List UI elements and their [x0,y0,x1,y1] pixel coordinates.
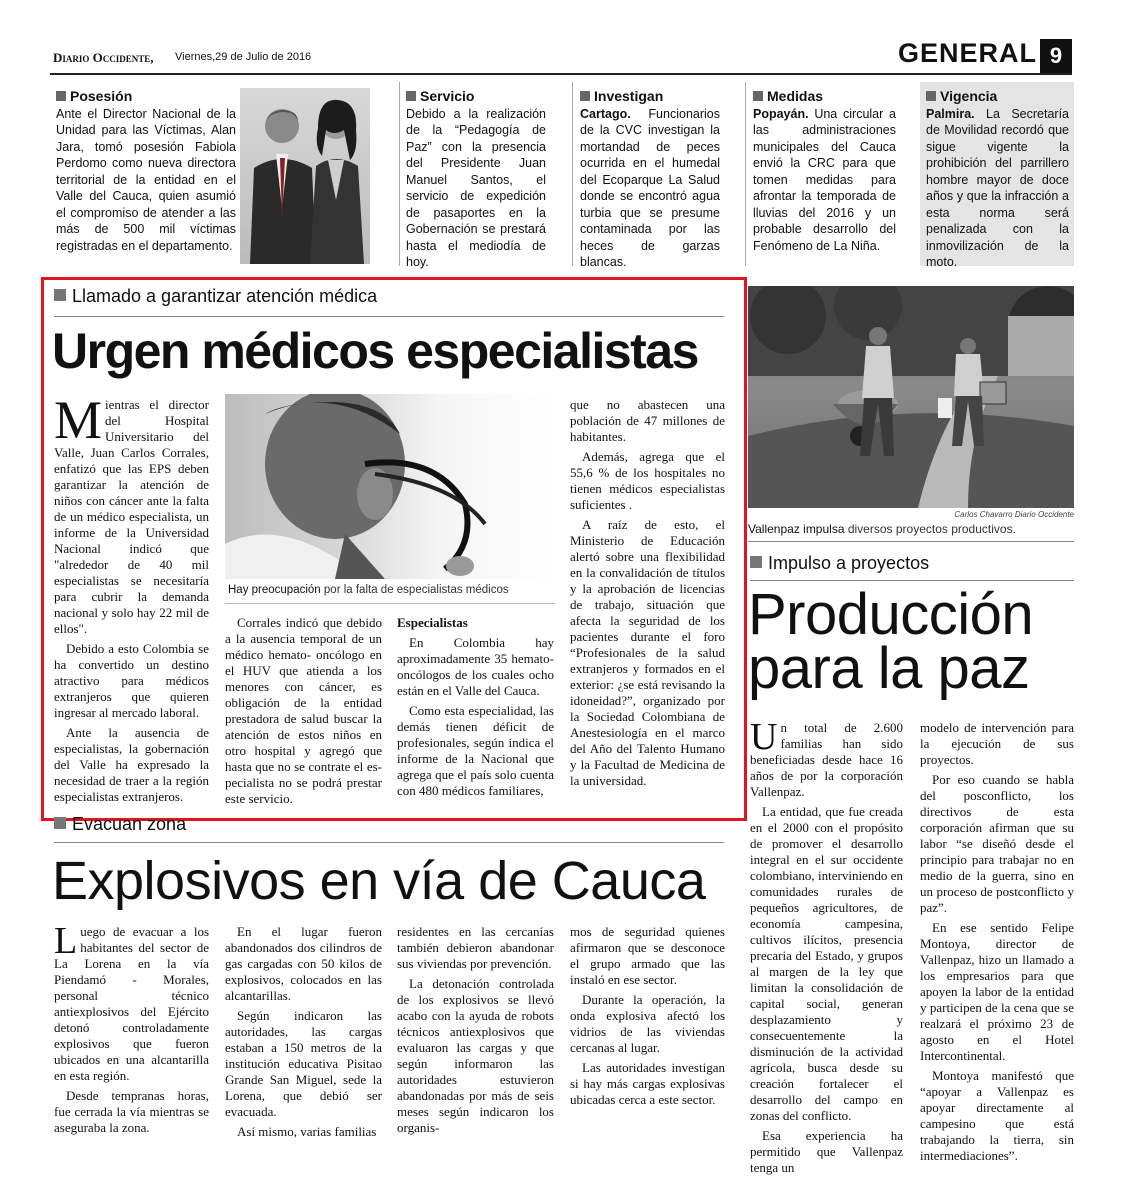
article3-kicker [54,814,186,835]
article2-col1-p2: La entidad, que fue creada en el 2000 con el propósito de promover el desarrollo integral en el sur occidente colombiano, interviniendo en comunidades rurales de pequeños agricultores, de economía campesina, cultivos ilícitos, presencia precaria del Estado, y grupos al margen de la ley que limitan la consolidación de capital social, generan desplazamiento y consecuentemente la disminución de la actividad agrícola, busca desde su creación fortalecer el desarrollo del campo en zonas del conflicto. [750,804,903,1123]
article3-col3 [397,924,554,1140]
article1-dropcap: M [54,390,103,450]
brief-title: Posesión [56,88,236,105]
caption-bold: Vallenpaz impulsa [748,522,845,536]
article3-col2 [225,924,382,1144]
article2-kicker [750,553,929,574]
article2-kicker-rule [750,580,1074,581]
article3-kicker-text: Evacuan zona [72,814,187,834]
article3-col4-p2: Las autoridades investigan si hay más cargas explosivas ubicadas cerca a este sector. [570,1060,725,1107]
caption-bold: Hay preocupación [228,584,321,596]
article3-col2-p2: Según indicaron las autoridades, las cargas estaban a 150 metros de la institución educativa Pisitao Grande San Miguel, sede la Lorena, que debió ser evacuada. [225,1008,382,1119]
article3-headline: Explosivos en vía de Cauca [52,851,706,911]
masthead-paper-name: Diario Occidente, [53,50,154,65]
officials-photo-art [240,88,370,264]
brief-divider-2 [572,82,573,266]
photo2-credit: Carlos Chavarro Diario Occidente [954,510,1074,519]
article3-kicker-rule [54,842,724,843]
article2-col2-p2: En ese sentido Felipe Montoya, director de Vallenpaz, hizo un llamado a los empresarios para que apoyen la labor de la entidad y participen de la cena que se realzará el próximo 23 de agosto en el Hotel Intercontinental. [920,920,1074,1063]
brief-text: Debido a la realización de la “Pedagogía de Paz” con la presencia del Presidente Juan Manuel Santos, el servicio de expedición de pasaportes en la Gobernación se prestará hasta el mediodía de hoy. [406,106,546,269]
article1-col1-p2: Debido a esto Colombia se ha convertido un destino atractivo para médicos extranjeros que quieren ingresar al mercado laboral. [54,641,209,720]
caption-text: diversos proyectos productivos. [844,522,1016,536]
brief-title: Medidas [753,88,896,105]
article1-col4-p1: Además, agrega que el 55,6 % de los hospitales no tienen médicos especialistas suficientes . [570,449,725,512]
highlight-box [41,277,747,821]
article3-col1-p1: uego de evacuar a los habitantes del sector de La Lorena en la vía Piendamó - Morales, personal técnico antiexplosivos del Ejército detonó controladamente explosivos que fueron ubicados en una alcantarilla en esta región. [54,924,209,1083]
brief-text: Ante el Director Nacional de la Unidad para las Víctimas, Alan Jara, tomó posesión Fabiola Perdomo como nueva directora territorial de la entidad en el Valle del Cauca, quien asumió el compromiso de atender a las más de 500 mil víctimas registradas en el departamento. [56,106,236,253]
brief-lead: Palmira. [926,106,975,121]
brief-lead: Popayán. [753,106,809,121]
brief-text: La Secretaría de Movilidad recordó que sigue vigente la prohibición del parrillero hombre mayor de doce años y que la infracción a esta norma será penalizada con la inmovilización de la moto. [926,106,1069,269]
article1-col1-p1: ientras el director del Hospital Universitario del Valle, Juan Carlos Corrales, enfatizó que las EPS deben garantizar la atención de niños con cáncer ante la falta de un médico especialista, un informe de la Universidad Nacional indicó que "alrededor de 40 mil especialistas se necesitaría para cubrir la demanda nacional y solo hay 22 mil de ellos". [54,397,209,636]
brief-title: Servicio [406,88,546,105]
article1-subhead: Especialistas [397,615,468,630]
brief-text: Funcionarios de la CVC investigan la mortandad de peces ocurrida en el humedal del Ecoparque La Salud donde se encontró agua turbia que se presume contaminada por las heces de garzas blancas. [580,106,720,269]
photo2-caption [748,522,1016,536]
article2-col2-p1: Por eso cuando se habla del posconflicto, los directivos de esta corporación afirman que su labor “se diseñó desde el principio para trabajar no en medio de la guerra, sino en un proceso de postconflicto y paz”. [920,772,1074,915]
article3-col2-p3: Así mismo, varias familias [237,1124,377,1139]
officials-photo [240,88,370,264]
article3-col1-p2: Desde tempranas horas, fue cerrada la vía mientras se aseguraba la zona. [54,1088,209,1135]
article1-col4-p0: que no abastecen una población de 47 millones de habitantes. [570,397,725,444]
article1-col3-p2: Como esta especialidad, las demás tienen déficit de profesionales, según indica el informe de la Nacional que agrega que el país solo cuenta con 480 médicos familiares, [397,703,554,798]
article2-col2-p0: modelo de intervención para la ejecución de sus proyectos. [920,720,1074,767]
article1-col4-p2: A raíz de esto, el Ministerio de Educación alertó sobre una flexibilidad en la convalidación de títulos y la aprobación de licencias de trabajo, situación que afecta la seguridad de los pacientes durante el foro “Profesionales de la salud extranjeros y formados en el exterior: ¿se está revisando la idoneidad?”, organizado por la Sociedad Colombiana de Anestesiología en el marco del Año del Talento Humano y la Facultad de Medicina de la universidad. [570,517,725,788]
article3-col3-p0: residentes en las cercanías también debieron abandonar sus viviendas por prevención. [397,924,554,971]
farmers-photo-art [748,286,1074,508]
brief-text: Una circular a las administraciones municipales del Cauca envió la CRC para que tomen medidas para afrontar la temporada de lluvias del 2016 y un probable desarrollo del Fenómeno de La Niña. [753,106,896,253]
masthead-rule [50,73,1072,75]
article2-col2 [920,720,1074,1168]
page-number: 9 [1040,39,1072,73]
article2-kicker-text: Impulso a proyectos [768,553,930,573]
article3-col4 [570,924,725,1112]
brief-divider-1 [399,82,400,266]
brief-divider-3 [745,82,746,266]
article2-col1 [750,716,903,1180]
brief-title: Investigan [580,88,720,105]
brief-servicio [406,88,546,271]
masthead-date: Viernes,29 de Julio de 2016 [175,51,312,63]
article3-col2-p1: En el lugar fueron abandonados dos cilindros de gas cargadas con 50 kilos de explosivos, colocados en las alcantarillas. [225,924,382,1003]
section-title: GENERAL [898,38,1038,68]
kicker-square-icon [54,817,66,829]
article1-headline: Urgen médicos especialistas [52,323,698,379]
article1-col1-p3: Ante la ausencia de especialistas, la gobernación del Valle ha expresado la necesidad de traer a la región especialistas extranjeros. [54,725,209,804]
article3-dropcap: L [54,920,78,962]
brief-title: Vigencia [926,88,1069,105]
article1-kicker-text: Llamado a garantizar atención médica [72,286,378,306]
brief-vigencia [926,88,1069,271]
brief-posesion [56,88,236,254]
briefs-bar [50,82,1074,269]
article3-col1 [54,920,209,1140]
article2-col1-p3: Esa experiencia ha permitido que Vallenpaz tenga un [750,1128,903,1175]
brief-investigan [580,88,720,271]
article2-col2-p3: Montoya manifestó que “apoyar a Vallenpaz es apoyar directamente al campesino que está trabajando la tierra, sin intermediaciones”. [920,1068,1074,1163]
article1-col2-p1: Corrales indicó que debido a la ausencia temporal de un médico hemato- oncólogo en el HUV que atienda a los menores con cáncer, es obligación de la entidad prestadora de salud buscar la atención de estos niños en otro hospital y agregó que hasta que no se contrate el es-pecialista no se podrá prestar este servicio. [225,615,382,806]
kicker-square-icon [750,556,762,568]
article2-col1-p1: n total de 2.600 familias han sido beneficiadas desde hace 16 años de por la corporación Vallenpaz. [750,720,903,799]
article3-col3-p1: La detonación controlada de los explosivos se llevó acabo con la ayuda de robots técnicos antiexplosivos que evaluaron las cargas y que según informaron las autoridades estuvieron abandonadas por más de seis meses según indicaron los organis- [397,976,554,1135]
farmers-wheelbarrow-photo [748,286,1074,508]
brief-lead: Cartago. [580,106,631,121]
article3-col4-p0: mos de seguridad quienes afirmaron que se desconoce el grupo armado que las instaló en ese sector. [570,924,725,987]
photo2-caption-rule [748,541,1074,542]
caption-text: por la falta de especialistas médicos [320,584,509,596]
article2-dropcap: U [750,716,778,758]
article3-col4-p1: Durante la operación, la onda explosiva afectó los vidrios de las viviendas cercanas al lugar. [570,992,725,1055]
article2-headline: Producción para la paz [748,582,1034,701]
brief-medidas [753,88,896,254]
article1-col3-p1: En Colombia hay aproximadamente 35 hemato- oncólogos de los cuales ocho están en el Valle del Cauca. [397,635,554,698]
